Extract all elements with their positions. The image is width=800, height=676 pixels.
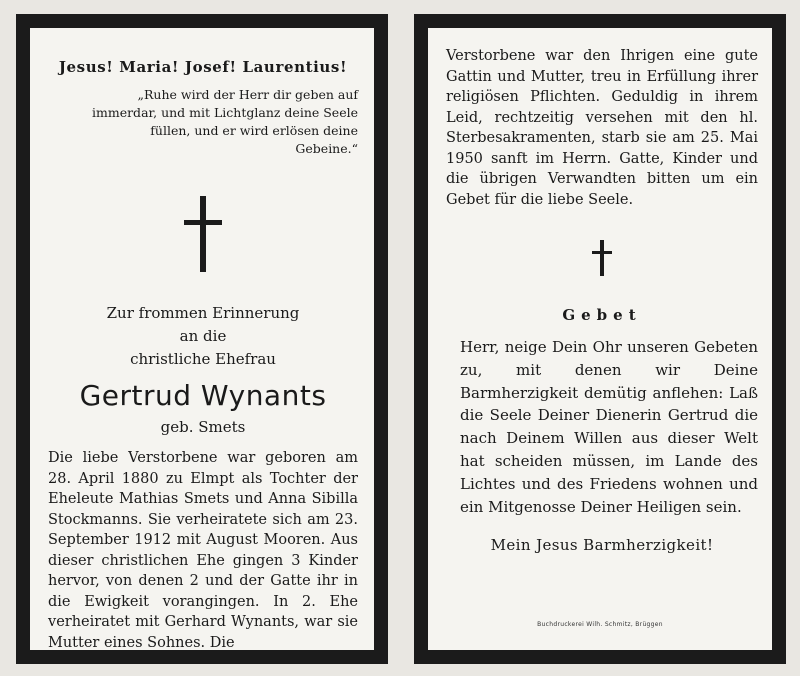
invocation: Jesus! Maria! Josef! Laurentius!	[58, 58, 348, 76]
maiden-name: geb. Smets	[160, 418, 246, 436]
right-page-content	[428, 28, 772, 650]
memory-line-3: christliche Ehefrau	[130, 350, 276, 368]
prayer-text: Herr, neige Dein Ohr unseren Gebeten zu, mit denen wir Deine Barmherzigkeit demütig anflehen: Laß die Seele Deiner Dienerin Gertrud die nach Deinem Willen aus dieser Welt hat scheiden müssen, im Lande des Lichtes und des Friedens wohnen und ein Mitgenosse Deiner Heiligen sein.	[460, 338, 758, 516]
deceased-name: Gertrud Wynants	[79, 379, 327, 412]
left-page-content	[30, 28, 374, 650]
biography-continued: Verstorbene war den Ihrigen eine gute Gattin und Mutter, treu in Erfüllung ihrer religiösen Pflichten. Geduldig in ihrem Leid, rechtzeitig versehen mit den hl. Sterbesakramenten, starb sie am 25. Mai 1950 sanft im Herrn. Gatte, Kinder und die übrigen Verwandten bitten um ein Gebet für die liebe Seele.	[446, 48, 758, 208]
memory-heading	[48, 302, 358, 371]
closing-line: Mein Jesus Barmherzigkeit!	[490, 536, 714, 555]
printer-credit: Buchdruckerei Wilh. Schmitz, Brüggen	[537, 621, 663, 628]
biography-text: Die liebe Verstorbene war geboren am 28. April 1880 zu Elmpt als Tochter der Eheleute Mathias Smets und Anna Sibilla Stockmanns. Sie verheiratete sich am 23. September 1912 mit August Mooren. Aus dieser christlichen Ehe gingen 3 Kinder hervor, von denen 2 und der Gatte ihr in die Ewigkeit vorangingen. In 2. Ehe verheiratet mit Gerhard Wynants, war sie Mutter eines Sohnes. Die	[48, 450, 358, 650]
memory-line-1: Zur frommen Erinnerung	[106, 304, 300, 322]
left-memorial-page	[16, 14, 388, 664]
right-memorial-page	[414, 14, 786, 664]
prayer-title: Gebet	[562, 306, 642, 324]
scripture-quote: „Ruhe wird der Herr dir geben auf immerdar, und mit Lichtglanz deine Seele füllen, und er wird erlösen deine Gebeine.“	[91, 87, 358, 156]
cross-icon	[184, 196, 222, 272]
cross-icon	[592, 240, 612, 276]
memory-line-2: an die	[179, 327, 227, 345]
